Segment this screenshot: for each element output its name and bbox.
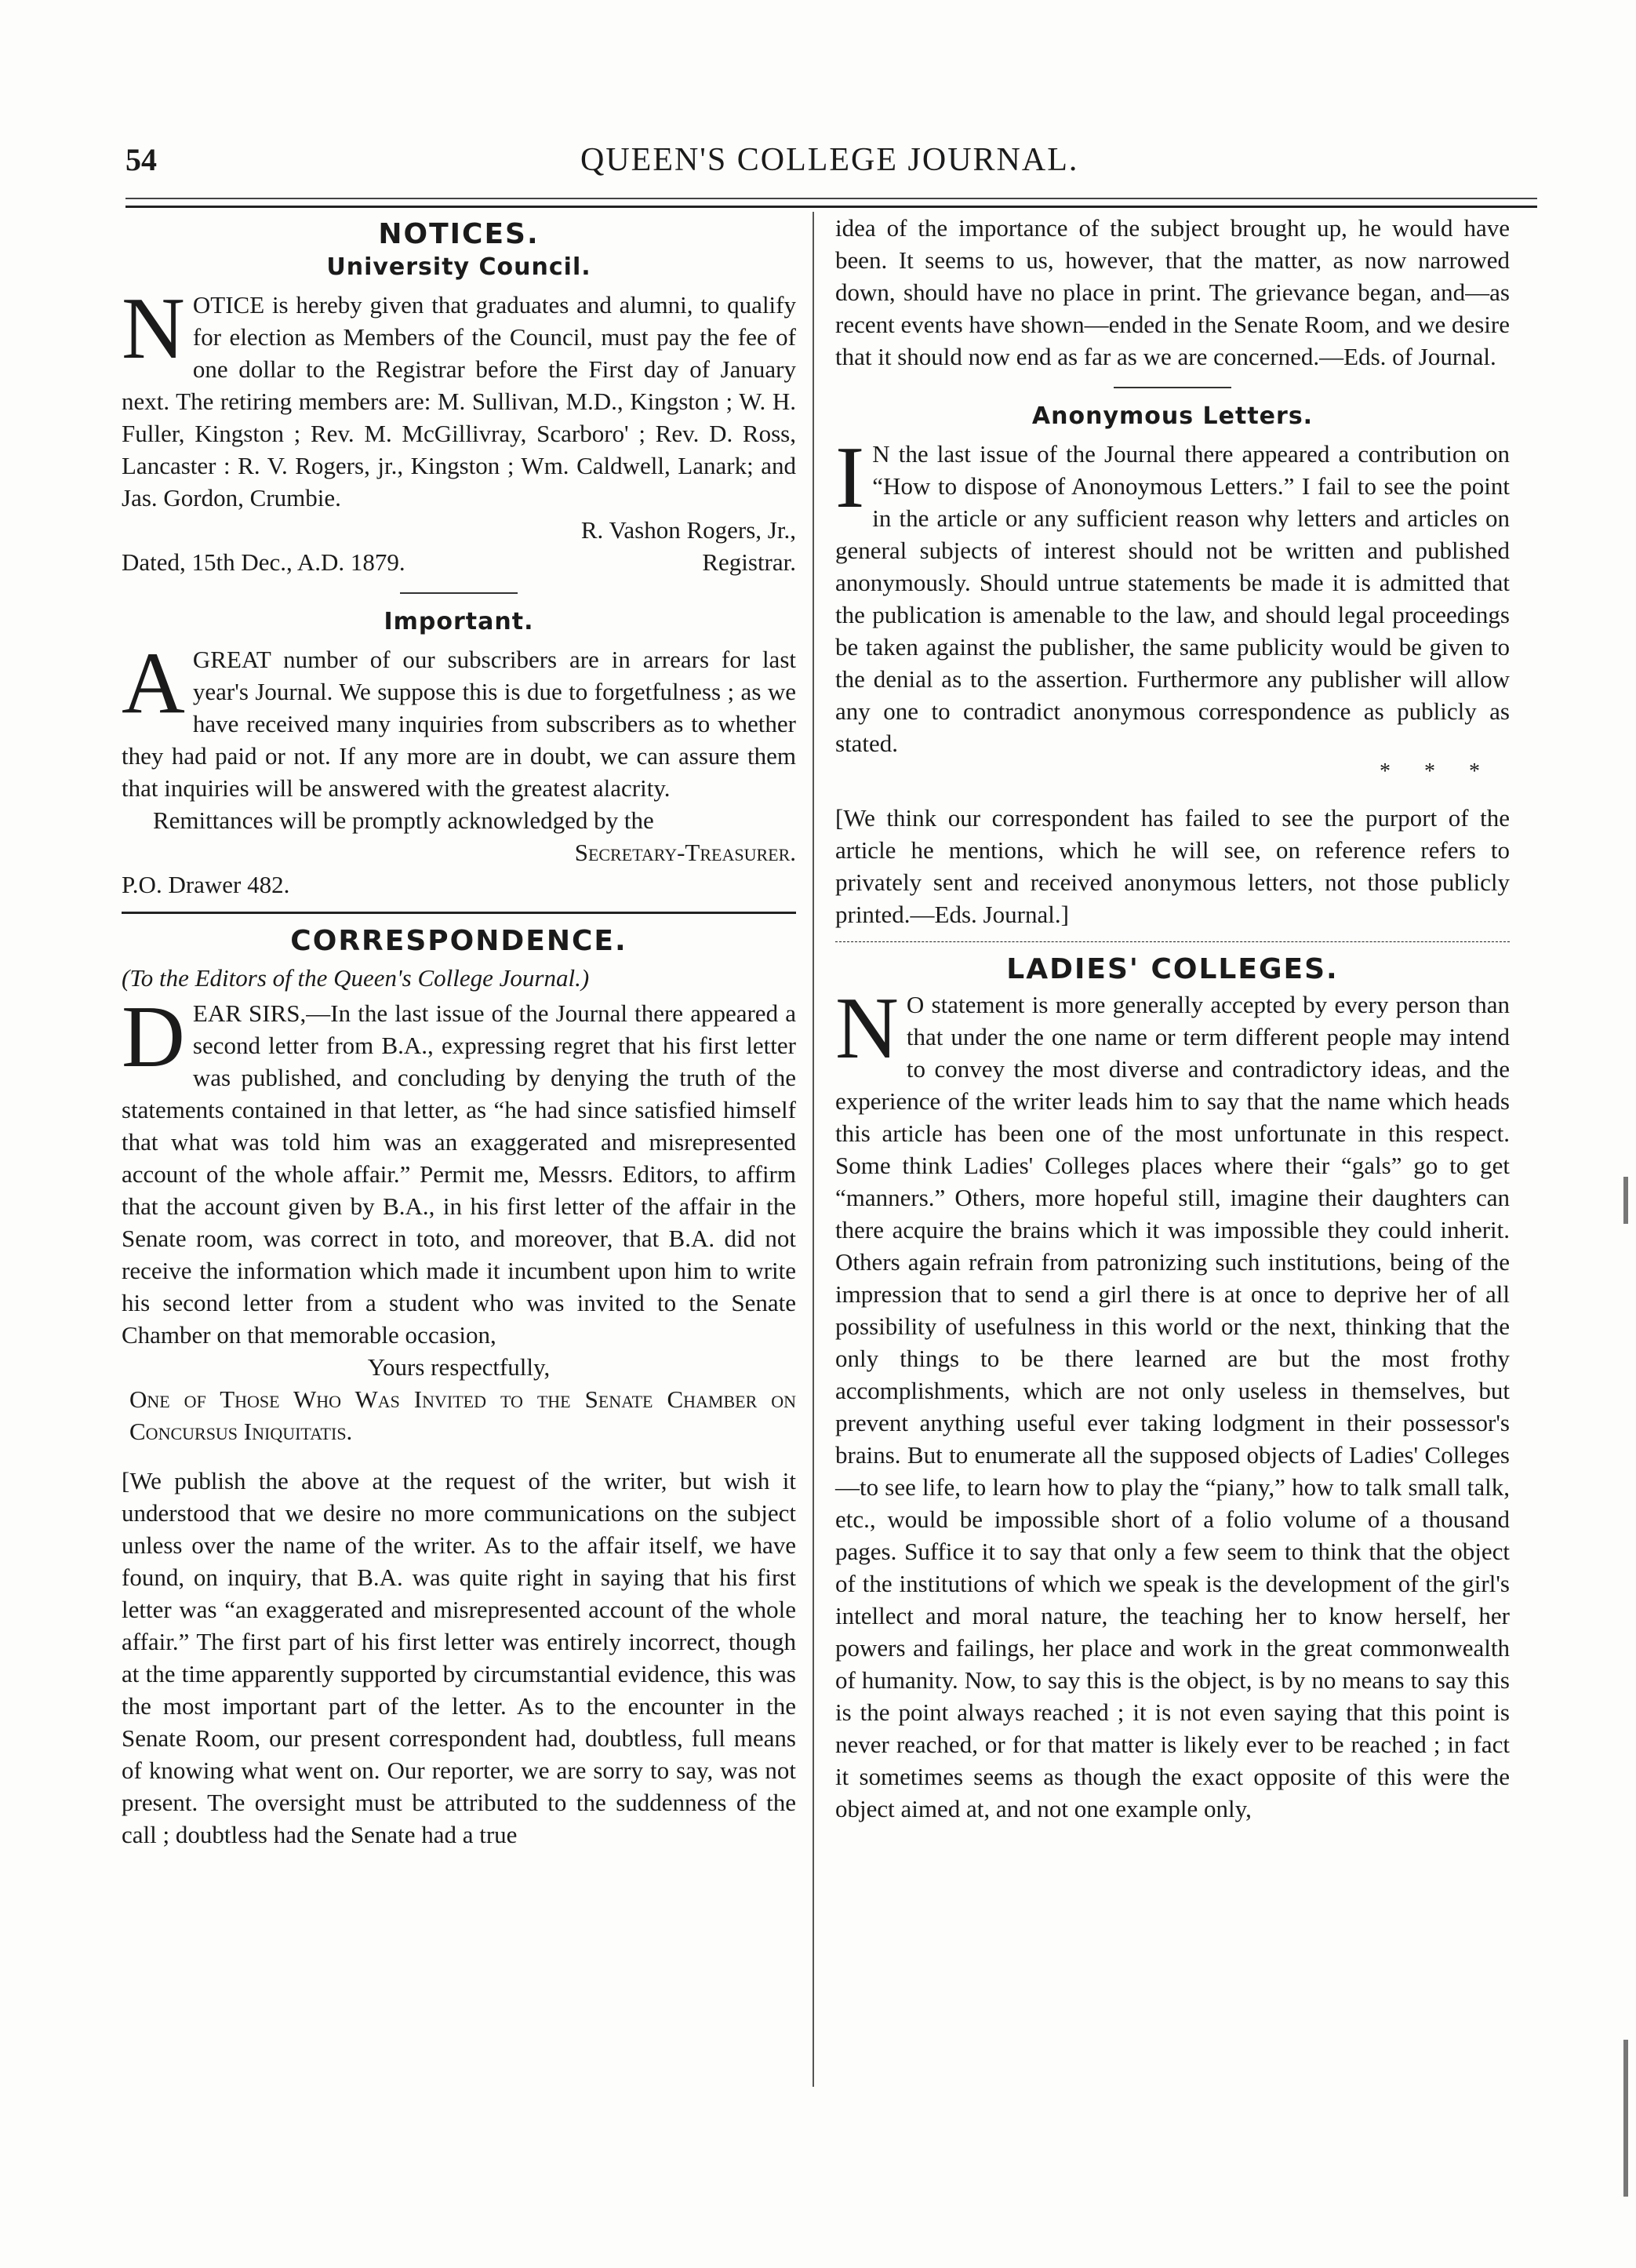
section-divider-thick xyxy=(122,912,796,914)
secretary-signature: Secretary-Treasurer. xyxy=(574,839,796,866)
important-subtitle: Important. xyxy=(384,608,534,635)
section-stars: * * * xyxy=(1380,759,1494,784)
university-council-body: NOTICE is hereby given that graduates and alumni, to qualify for election as Members of the Council, must pay the fee of one dollar to the Registrar before the First day of January next. The retiring members are: M. Sullivan, M.D., Kingston ; W. H. Fuller, Kingston ; Rev. M. McGillivray, Scarboro' ; Rev. D. Ross, Lancaster : R. V. Rogers, jr., Kingston ; Wm. Caldwell, Lanark; and Jas. Gordon, Crumbie. xyxy=(122,280,796,511)
notices-title: NOTICES. xyxy=(378,218,540,250)
section-divider xyxy=(1114,387,1231,388)
section-divider xyxy=(400,592,518,594)
scan-edge-mark xyxy=(1623,2040,1628,2197)
correspondence-title: CORRESPONDENCE. xyxy=(290,925,627,957)
right-column xyxy=(835,212,1510,1825)
to-editors-caption: (To the Editors of the Queen's College Journal.) xyxy=(122,964,590,992)
ladies-colleges-title: LADIES' COLLEGES. xyxy=(1006,953,1339,985)
left-column xyxy=(122,212,796,1851)
ladies-colleges-body: NO statement is more generally accepted by every person than that under the one name or term different people may intend to convey the most diverse and contradictory ideas, and the experience of the writer leads him to say that the name which heads this article has been one of the most unfortunate in this respect. Some think Ladies' Colleges places where their “gals” go to get “manners.” Others, more hopeful still, imagine their daughters can there acquire the brains which it was impossible they could inherit. Others again refrain from patronizing such institutions, being of the impression that to send a girl there is at once to deprive her of all possibility of usefulness in this world or the next, thinking that the only things to be there learned are but the most frothy accomplishments, which are not only useless in themselves, but prevent anything useful ever taking lodgment in their possessor's brains. But to enumerate all the supposed objects of Ladies' Colleges—to see life, to learn how to play the “piany,” how to talk small talk, etc., would be impossible short of a folio volume of a thousand pages. Suffice it to say that only a few seem to think that the object of the institutions of which we speak is the development of the girl's intellect and moral nature, the teaching her to know herself, her powers and failings, her place and work in the great commonwealth of humanity. Now, to say this is the object, is by no means to say this is the point always reached ; it is not even saying that this point is never reached, or for that matter is likely ever to be reached ; in fact it sometimes seems as though the exact opposite of this were the object aimed at, and not one example only, xyxy=(835,980,1510,1822)
page-header xyxy=(125,141,1537,188)
letter-signature: One of Those Who Was Invited to the Senate Chamber on Concursus Iniquitatis. xyxy=(129,1385,796,1445)
anonymous-editors-reply: [We think our correspondent has failed to see the purport of the article he mentions, which he will see, on reference refers to privately sent and received anonymous letters, not those publicly printed.—Eds. Journal.] xyxy=(835,804,1510,928)
editors-note-continuation: idea of the importance of the subject brought up, he would have been. It seems to us, however, that the matter, as now narrowed down, should have no place in print. The grievance began, and—as recent events have shown—ended in the Senate Room, and we desire that it should now end as far as we are concerned.—Eds. of Journal. xyxy=(835,214,1510,370)
drawer-line: P.O. Drawer 482. xyxy=(122,871,290,898)
registrar-role: Registrar. xyxy=(702,548,796,576)
correspondence-letter: DEAR SIRS,—In the last issue of the Journal there appeared a second letter from B.A., expressing regret that his first letter was published, and concluding by denying the truth of the statements contained in that letter, as “he had since satisfied himself that what was told him was an exaggerated and misrepresented account of the whole affair.” Permit me, Messrs. Editors, to affirm that the account given by B.A., in his first letter of the affair in the Senate room, was correct in toto, and moreover, that B.A. did not receive the information which made it incumbent upon him to write his second letter from a student who was invited to the Senate Chamber on that memorable occasion, xyxy=(122,988,796,1349)
letter-closing: Yours respectfully, xyxy=(367,1353,551,1381)
journal-title: QUEEN'S COLLEGE JOURNAL. xyxy=(580,142,1079,178)
page-number: 54 xyxy=(125,142,157,177)
registrar-signature: R. Vashon Rogers, Jr., xyxy=(580,516,796,544)
editors-note: [We publish the above at the request of the writer, but wish it understood that we desire no more communications on the subject unless over the name of the writer. As to the affair itself, we have found, on inquiry, that B.A. was quite right in saying that his first letter was “an exaggerated and misrepresented account of the whole affair.” The first part of his first letter was entirely incorrect, though at the time apparently supported by circumstantial evidence, this was the most important part of the letter. As to the encounter in the Senate Room, our present correspondent had, doubtless, full means of knowing what went on. Our reporter, we are sorry to say, was not present. The oversight must be attributed to the suddenness of the call ; doubtless had the Senate had a true xyxy=(122,1467,796,1848)
anonymous-letters-body: IN the last issue of the Journal there appeared a contribution on “How to dispose of Anonoymous Letters.” I fail to see the point in the article or any sufficient reason why letters and articles on general subjects of interest should not be written and published anonymously. Should untrue statements be made it is admitted that the publication is amenable to the law, and should legal proceedings be taken against the publisher, the same publicity would be given to the denial as to the assertion. Furthermore any publisher will allow any one to contradict anonymous correspondence as publicly as stated. xyxy=(835,429,1510,757)
important-body: AGREAT number of our subscribers are in arrears for last year's Journal. We suppose this is due to forgetfulness ; as we have received many inquiries from subscribers as to whether they had paid or not. If any more are in doubt, we can assure them that inquiries will be answered with the greatest alacrity. xyxy=(122,635,796,802)
dated-row xyxy=(122,546,796,578)
column-divider xyxy=(813,212,814,2087)
header-rule-thick xyxy=(125,206,1537,208)
university-council-subtitle: University Council. xyxy=(326,253,591,281)
dated-line: Dated, 15th Dec., A.D. 1879. xyxy=(122,548,405,576)
scan-edge-mark xyxy=(1623,1177,1628,1224)
section-divider-dashed xyxy=(835,941,1510,942)
anonymous-letters-subtitle: Anonymous Letters. xyxy=(1031,402,1314,430)
header-rule-thin xyxy=(125,198,1537,199)
remittances-line: Remittances will be promptly acknowledged by the xyxy=(153,806,654,834)
